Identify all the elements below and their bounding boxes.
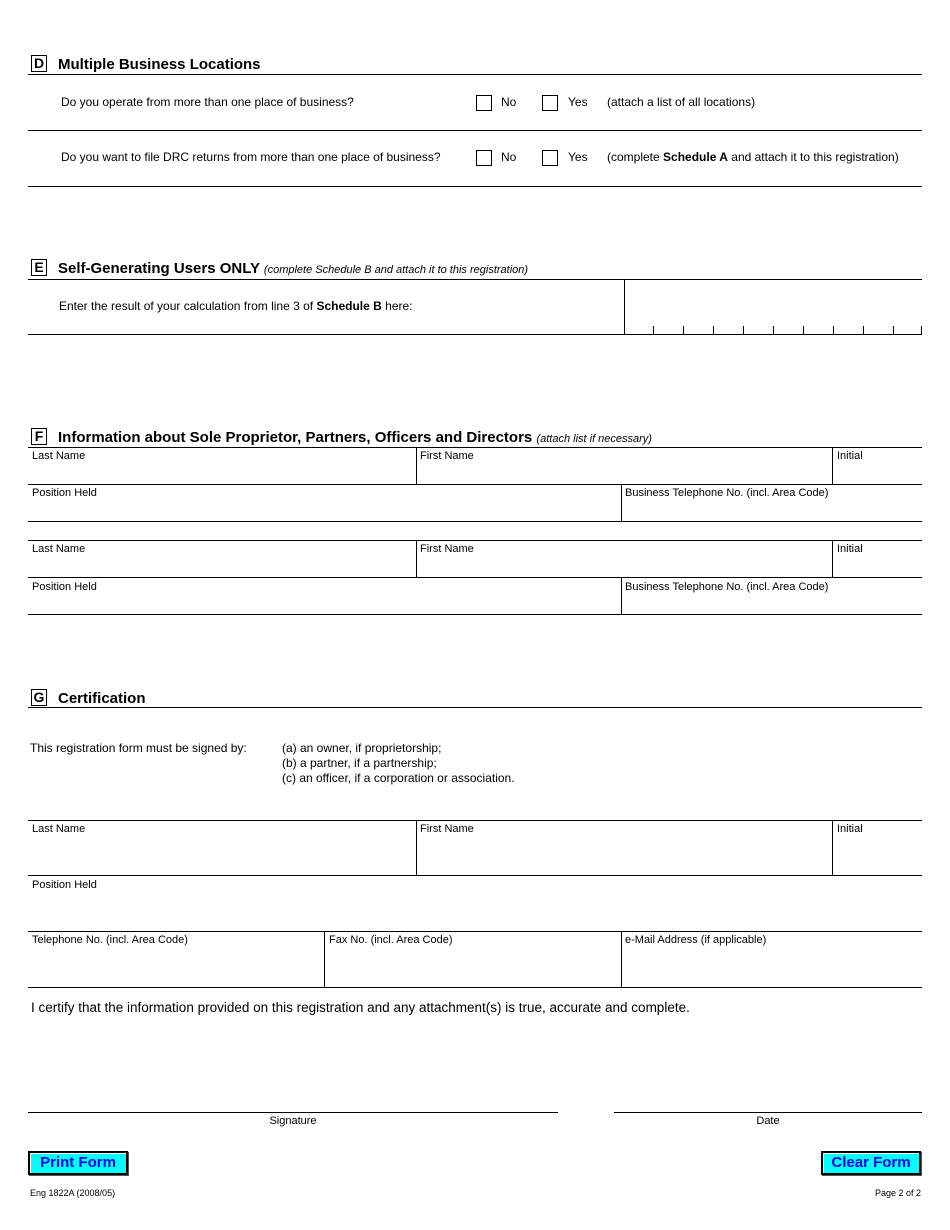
cert-email-input[interactable]	[622, 932, 922, 986]
cert-email-label: e-Mail Address (if applicable)	[625, 934, 767, 946]
person1-last-name-label: Last Name	[32, 450, 86, 462]
section-e-label: E	[31, 259, 47, 276]
q1-no-label: No	[501, 95, 517, 109]
clear-form-button[interactable]: Clear Form	[821, 1151, 921, 1175]
signature-line	[28, 1112, 558, 1113]
signature-input[interactable]	[28, 1060, 558, 1112]
person1-first-name-input[interactable]	[417, 448, 832, 484]
divider	[28, 987, 922, 988]
cert-first-name-input[interactable]	[417, 821, 832, 875]
digit-tick	[773, 326, 774, 334]
digit-tick	[921, 326, 922, 334]
person2-initial-label: Initial	[837, 543, 863, 555]
signer-option-c: (c) an officer, if a corporation or association.	[282, 771, 515, 785]
digit-tick	[833, 326, 834, 334]
certification-statement: I certify that the information provided on this registration and any attachment(s) is true, accurate and complete.	[31, 1000, 690, 1015]
divider	[28, 186, 922, 187]
question-multiple-locations: Do you operate from more than one place of business?	[61, 95, 354, 109]
person2-last-name-input[interactable]	[28, 541, 416, 577]
digit-tick	[803, 326, 804, 334]
question-drc-returns: Do you want to file DRC returns from more than one place of business?	[61, 150, 441, 164]
cert-fax-label: Fax No. (incl. Area Code)	[329, 934, 453, 946]
person2-first-name-label: First Name	[420, 543, 474, 555]
divider	[28, 614, 922, 615]
cert-telephone-label: Telephone No. (incl. Area Code)	[32, 934, 188, 946]
digit-tick	[713, 326, 714, 334]
person2-phone-input[interactable]	[622, 578, 922, 614]
person1-first-name-label: First Name	[420, 450, 474, 462]
cert-position-label: Position Held	[32, 879, 97, 891]
q1-note: (attach a list of all locations)	[607, 95, 756, 109]
signer-option-a: (a) an owner, if proprietorship;	[282, 741, 442, 755]
cert-fax-input[interactable]	[325, 932, 621, 986]
cert-initial-label: Initial	[837, 823, 863, 835]
date-input[interactable]	[614, 1060, 922, 1112]
signer-option-b: (b) a partner, if a partnership;	[282, 756, 437, 770]
section-f-label: F	[31, 428, 47, 445]
person1-position-input[interactable]	[28, 485, 621, 521]
print-form-button[interactable]: Print Form	[28, 1151, 128, 1175]
section-g-label: G	[31, 689, 47, 706]
form-id: Eng 1822A (2008/05)	[30, 1188, 116, 1198]
person2-last-name-label: Last Name	[32, 543, 86, 555]
person1-last-name-input[interactable]	[28, 448, 416, 484]
cert-last-name-label: Last Name	[32, 823, 86, 835]
person2-initial-input[interactable]	[833, 541, 922, 577]
section-g-title: Certification	[58, 690, 146, 707]
person1-initial-input[interactable]	[833, 448, 922, 484]
divider	[28, 334, 922, 335]
section-e-title: Self-Generating Users ONLY (complete Schedule B and attach it to this registration)	[58, 260, 529, 277]
digit-tick	[893, 326, 894, 334]
digit-tick	[863, 326, 864, 334]
q2-note: (complete Schedule A and attach it to this registration)	[607, 150, 899, 164]
cert-telephone-input[interactable]	[28, 932, 324, 986]
person1-phone-input[interactable]	[622, 485, 922, 521]
page-number: Page 2 of 2	[874, 1188, 921, 1198]
cert-initial-input[interactable]	[833, 821, 922, 875]
date-label: Date	[756, 1115, 780, 1127]
person2-position-input[interactable]	[28, 578, 621, 614]
divider	[28, 521, 922, 522]
signed-by-label: This registration form must be signed by:	[30, 741, 247, 755]
q1-no-checkbox[interactable]	[476, 95, 492, 111]
q1-yes-label: Yes	[568, 95, 588, 109]
q2-yes-label: Yes	[568, 150, 588, 164]
signature-label: Signature	[269, 1115, 317, 1127]
digit-tick	[653, 326, 654, 334]
person1-phone-label: Business Telephone No. (incl. Area Code)	[625, 487, 829, 499]
q2-no-checkbox[interactable]	[476, 150, 492, 166]
section-d-label: D	[31, 55, 47, 72]
section-d-rule	[28, 74, 922, 75]
q2-no-label: No	[501, 150, 517, 164]
section-f-title: Information about Sole Proprietor, Partners, Officers and Directors (attach list if necessary)	[58, 429, 652, 446]
person2-phone-label: Business Telephone No. (incl. Area Code)	[625, 581, 829, 593]
q1-yes-checkbox[interactable]	[542, 95, 558, 111]
date-line	[614, 1112, 922, 1113]
person2-first-name-input[interactable]	[417, 541, 832, 577]
cert-last-name-input[interactable]	[28, 821, 416, 875]
cert-first-name-label: First Name	[420, 823, 474, 835]
cert-position-input[interactable]	[28, 876, 922, 930]
section-d-title: Multiple Business Locations	[58, 56, 261, 73]
section-g-rule	[28, 707, 922, 708]
person1-initial-label: Initial	[837, 450, 863, 462]
digit-tick	[743, 326, 744, 334]
digit-tick	[683, 326, 684, 334]
person1-position-label: Position Held	[32, 487, 97, 499]
divider	[28, 130, 922, 131]
person2-position-label: Position Held	[32, 581, 97, 593]
schedule-b-prompt: Enter the result of your calculation from line 3 of Schedule B here:	[59, 299, 413, 313]
q2-yes-checkbox[interactable]	[542, 150, 558, 166]
